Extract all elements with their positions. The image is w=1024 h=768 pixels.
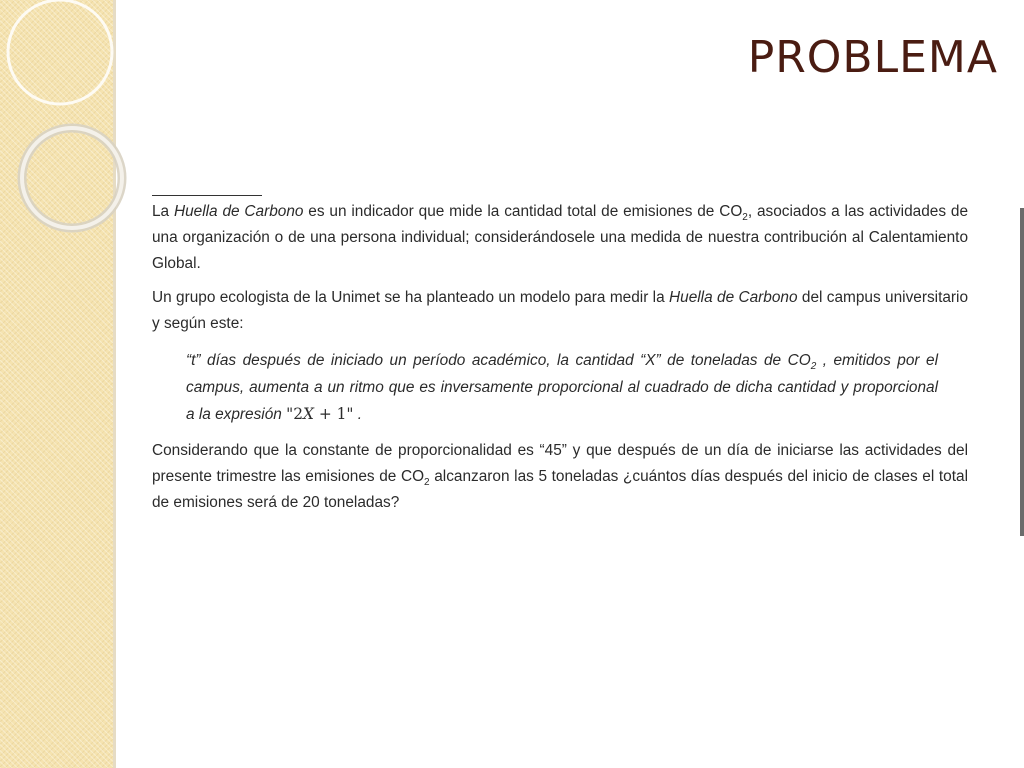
paragraph-question <box>152 438 968 516</box>
p1-text-end: , asociados a las actividades de una organización o de una persona individual; considerándosele una medida de nuestra contribución al Calentamiento Global. <box>152 203 968 272</box>
p3-text-start: Considerando que la constante de proporcionalidad es “45” y que después de un día de iniciarse las actividades del presente trimestre las emisiones de CO <box>152 442 968 485</box>
image-edge-rule <box>1020 208 1024 536</box>
quote-subscript: 2 <box>810 361 817 373</box>
p3-text-end: alcanzaron las 5 toneladas ¿cuántos días después del inicio de clases el total de emisiones será de 20 toneladas? <box>152 468 968 511</box>
math-close: + 1" <box>313 405 354 423</box>
decor-ring-bottom-highlight <box>22 128 122 228</box>
quote-text-start: “t” días después de iniciado un período académico, la cantidad “X” de toneladas de CO <box>186 352 811 369</box>
p1-text-start: La <box>152 203 174 220</box>
top-rule <box>152 195 262 196</box>
p1-text-mid: es un indicador que mide la cantidad total de emisiones de CO <box>303 203 743 220</box>
slide-title: PROBLEMA <box>747 32 998 83</box>
math-expression <box>286 405 353 423</box>
quote-text-end: . <box>353 406 363 423</box>
paragraph-definition <box>152 199 968 277</box>
model-statement <box>186 347 938 428</box>
p1-term: Huella de Carbono <box>173 203 304 220</box>
p2-text-end: del campus universitario y según este: <box>152 289 969 332</box>
decorative-circles <box>0 0 130 270</box>
math-variable: X <box>302 405 314 423</box>
decor-ring-top <box>8 0 112 104</box>
p1-subscript: 2 <box>742 212 748 224</box>
quote-text-mid: , emitidos por el campus, aumenta a un ritmo que es inversamente proporcional al cuadrado de dicha cantidad y proporcional a la expresión <box>186 352 938 423</box>
p2-text-start: Un grupo ecologista de la Unimet se ha planteado un modelo para medir la <box>152 289 670 306</box>
paragraph-model <box>152 285 968 337</box>
p2-term: Huella de Carbono <box>669 289 798 306</box>
p3-subscript: 2 <box>424 477 430 489</box>
problem-text <box>152 195 968 516</box>
math-open: "2 <box>286 405 303 423</box>
